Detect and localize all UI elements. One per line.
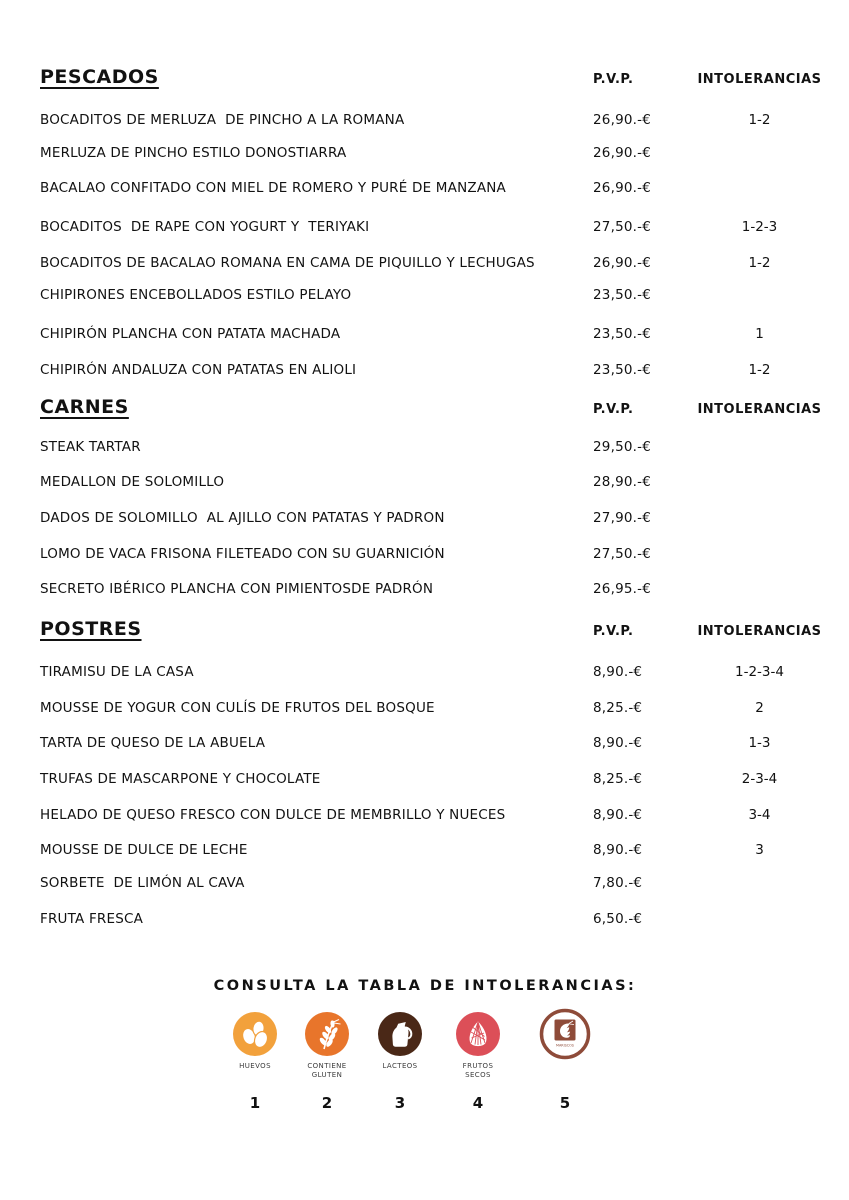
allergen-frutos-secos: [446, 1006, 510, 1112]
menu-item-row: [40, 802, 823, 838]
item-name: BACALAO CONFITADO CON MIEL DE ROMERO Y PURÉ DE MANZANA: [40, 180, 506, 197]
item-name: FRUTA FRESCA: [40, 910, 144, 927]
menu-item-row: [40, 730, 823, 766]
item-price: 26,90.-€: [593, 112, 651, 128]
allergen-label-line2: GLUTEN: [311, 1071, 343, 1079]
item-name: MEDALLON DE SOLOMILLO: [40, 474, 225, 491]
item-price: 23,50.-€: [593, 361, 651, 378]
item-name: STEAK TARTAR: [40, 438, 141, 455]
item-name: LOMO DE VACA FRISONA FILETEADO CON SU GUARNICIÓN: [40, 545, 445, 562]
allergen-label-line2: SECOS: [465, 1071, 491, 1079]
item-name: SORBETE DE LIMÓN AL CAVA: [40, 875, 245, 892]
item-price: 8,90.-€: [593, 663, 643, 680]
allergen-number: 5: [559, 1094, 571, 1112]
item-intolerances: 1: [755, 326, 764, 343]
legend-heading: CONSULTA LA TABLA DE INTOLERANCIAS:: [213, 978, 637, 994]
wheat-icon: [305, 1006, 349, 1062]
menu-section: [40, 393, 823, 615]
milk-jug-icon: [378, 1006, 422, 1062]
item-name: TARTA DE QUESO DE LA ABUELA: [40, 735, 266, 752]
menu-item-row: [40, 909, 823, 945]
item-price: 26,90.-€: [593, 144, 651, 161]
svg-text:MARISCOS: MARISCOS: [556, 1043, 574, 1048]
menu-item-row: [40, 508, 823, 544]
item-name: MERLUZA DE PINCHO ESTILO DONOSTIARRA: [40, 144, 347, 161]
item-price: 8,90.-€: [593, 806, 643, 823]
allergen-number: 3: [394, 1094, 406, 1112]
menu-section: [40, 615, 823, 945]
menu-item-row: [40, 544, 823, 580]
item-name: BOCADITOS DE BACALAO ROMANA EN CAMA DE PIQUILLO Y LECHUGAS: [40, 254, 535, 271]
allergen-huevos: [223, 1006, 287, 1112]
item-name: TIRAMISU DE LA CASA: [40, 663, 194, 680]
item-name: BOCADITOS DE MERLUZA DE PINCHO A LA ROMANA: [40, 112, 405, 128]
allergen-number: 2: [321, 1094, 333, 1112]
item-name: CHIPIRONES ENCEBOLLADOS ESTILO PELAYO: [40, 287, 352, 304]
item-price: 27,50.-€: [593, 219, 651, 236]
shrimp-icon: [539, 1006, 591, 1062]
price-column-header: P.V.P.: [593, 72, 634, 87]
menu-sections: [40, 63, 823, 944]
price-column-header: P.V.P.: [593, 401, 634, 417]
allergen-label: LACTEOS: [382, 1062, 418, 1070]
menu-item-row: [40, 214, 823, 250]
menu-item-row: [40, 357, 823, 393]
item-price: 26,95.-€: [593, 581, 651, 598]
allergen-legend: [0, 1006, 849, 1112]
item-intolerances: 2: [755, 699, 764, 716]
item-intolerances: 2-3-4: [741, 771, 778, 787]
item-price: 23,50.-€: [593, 326, 651, 343]
item-intolerances: 1-2-3: [741, 219, 778, 236]
menu-item-row: [40, 437, 823, 473]
item-price: 26,90.-€: [593, 254, 651, 271]
item-name: MOUSSE DE DULCE DE LECHE: [40, 842, 248, 859]
item-name: CHIPIRÓN ANDALUZA CON PATATAS EN ALIOLI: [40, 361, 357, 378]
allergen-lacteos: [368, 1006, 432, 1112]
menu-item-row: [40, 766, 823, 802]
menu-item-row: [40, 250, 823, 286]
item-intolerances: 3: [755, 842, 764, 859]
menu-item-row: [40, 321, 823, 357]
allergen-number: 1: [249, 1094, 261, 1112]
intolerance-column-header: INTOLERANCIAS: [697, 623, 822, 639]
item-intolerances: 1-2: [748, 112, 771, 128]
item-name: TRUFAS DE MASCARPONE Y CHOCOLATE: [40, 771, 321, 787]
allergen-label: HUEVOS: [239, 1062, 271, 1070]
item-price: 8,90.-€: [593, 735, 643, 752]
item-price: 7,80.-€: [593, 875, 643, 892]
menu-item-row: [40, 143, 823, 179]
intolerance-column-header: INTOLERANCIAS: [697, 72, 822, 87]
item-price: 8,25.-€: [593, 771, 643, 787]
item-price: 29,50.-€: [593, 438, 651, 455]
item-name: DADOS DE SOLOMILLO AL AJILLO CON PATATAS Y PADRON: [40, 509, 445, 526]
item-price: 27,50.-€: [593, 545, 651, 562]
allergen-gluten: [295, 1006, 359, 1112]
item-intolerances: 1-3: [748, 735, 771, 752]
item-price: 28,90.-€: [593, 474, 651, 491]
item-name: MOUSSE DE YOGUR CON CULÍS DE FRUTOS DEL BOSQUE: [40, 699, 435, 716]
allergen-number: 4: [472, 1094, 484, 1112]
menu-item-row: [40, 107, 823, 143]
section-title: CARNES: [40, 395, 129, 418]
menu-section: [40, 63, 823, 393]
item-price: 23,50.-€: [593, 287, 651, 304]
section-header-row: [40, 615, 823, 659]
item-name: CHIPIRÓN PLANCHA CON PATATA MACHADA: [40, 326, 341, 343]
menu-item-row: [40, 472, 823, 508]
item-intolerances: 1-2: [748, 254, 771, 271]
nut-icon: [456, 1006, 500, 1062]
section-title: PESCADOS: [40, 66, 159, 88]
menu-item-row: [40, 178, 823, 214]
eggs-icon: [233, 1006, 277, 1062]
section-title: POSTRES: [40, 617, 142, 640]
intolerance-column-header: INTOLERANCIAS: [697, 401, 822, 417]
item-name: HELADO DE QUESO FRESCO CON DULCE DE MEMBRILLO Y NUECES: [40, 806, 506, 823]
item-name: BOCADITOS DE RAPE CON YOGURT Y TERIYAKI: [40, 219, 370, 236]
section-header-row: [40, 63, 823, 107]
item-price: 27,90.-€: [593, 509, 651, 526]
item-name: SECRETO IBÉRICO PLANCHA CON PIMIENTOSDE PADRÓN: [40, 581, 434, 598]
item-price: 8,90.-€: [593, 842, 643, 859]
item-price: 8,25.-€: [593, 699, 643, 716]
menu-item-row: [40, 579, 823, 615]
menu-item-row: [40, 659, 823, 695]
allergen-label: FRUTOS: [462, 1062, 494, 1070]
item-intolerances: 1-2-3-4: [735, 663, 784, 680]
item-price: 26,90.-€: [593, 180, 651, 197]
item-intolerances: 3-4: [748, 806, 771, 823]
allergen-mariscos: [533, 1006, 597, 1112]
item-price: 6,50.-€: [593, 910, 643, 927]
item-intolerances: 1-2: [748, 361, 771, 378]
price-column-header: P.V.P.: [593, 623, 634, 639]
menu-item-row: [40, 873, 823, 909]
menu-item-row: [40, 837, 823, 873]
allergen-label: CONTIENE: [307, 1062, 347, 1070]
menu-item-row: [40, 285, 823, 321]
menu-item-row: [40, 695, 823, 731]
section-header-row: [40, 393, 823, 437]
